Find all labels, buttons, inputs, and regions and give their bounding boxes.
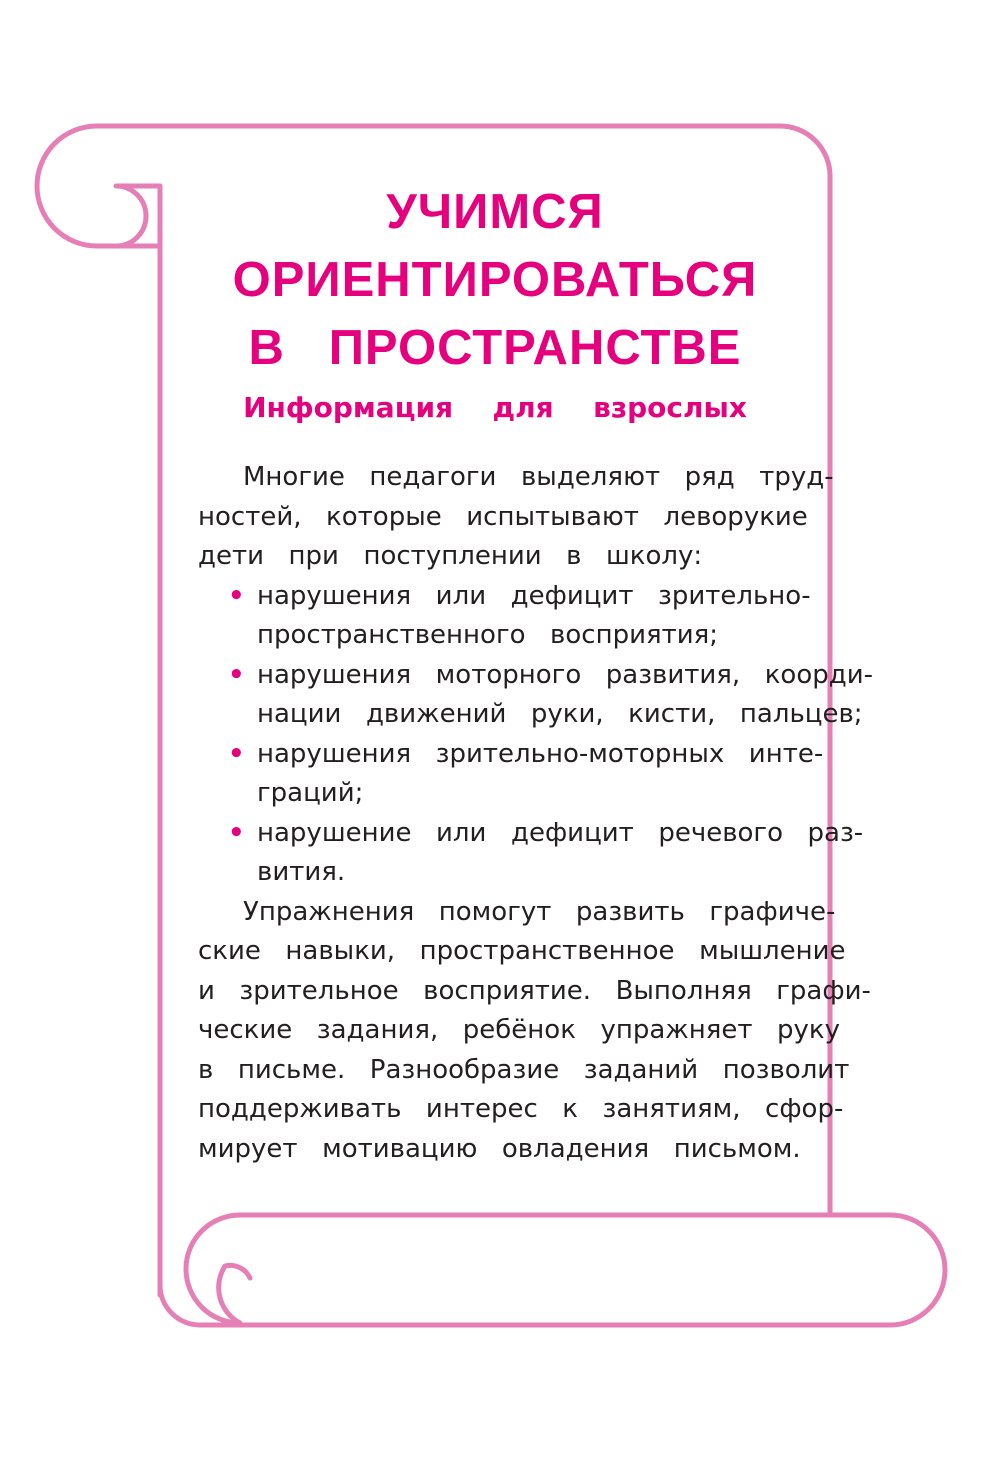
list-item-line: пространственного восприятия;	[257, 620, 719, 650]
intro-line: дети при поступлении в школу:	[198, 541, 703, 571]
list-item-line: нации движений руки, кисти, пальцев;	[257, 699, 863, 729]
list-item-line: вития.	[257, 857, 346, 887]
scroll-bottom-curl	[186, 1215, 250, 1323]
list-item	[198, 656, 873, 735]
outro-line: ческие задания, ребёнок упражняет руку	[198, 1015, 840, 1045]
bullet-icon: •	[228, 659, 245, 690]
intro-line: ностей, которые испытывают леворукие	[198, 501, 808, 532]
title-line-3: В ПРОСТРАНСТВЕ	[248, 321, 742, 375]
list-item-line: граций;	[257, 778, 364, 808]
list-item-line: нарушения моторного развития, коорди-	[257, 659, 873, 690]
list-item	[198, 735, 824, 814]
title-line-2: ОРИЕНТИРОВАТЬСЯ	[232, 253, 758, 307]
list-item-line: нарушения зрительно-моторных инте-	[257, 738, 824, 769]
scroll-top-roll	[37, 126, 160, 246]
bullet-icon: •	[228, 817, 245, 848]
intro-paragraph	[198, 458, 834, 577]
bullet-icon: •	[228, 580, 245, 611]
title-line-1: УЧИМСЯ	[386, 185, 604, 239]
list-item-line: нарушения или дефицит зрительно-	[257, 580, 811, 611]
list-item	[198, 814, 864, 893]
outro-line: Упражнения помогут развить графиче-	[243, 896, 836, 927]
outro-paragraph	[198, 893, 871, 1170]
difficulties-list	[198, 577, 873, 893]
outro-line: в письме. Разнообразие заданий позволит	[198, 1054, 850, 1085]
outro-line: и зрительное восприятие. Выполняя графи-	[198, 975, 871, 1006]
list-item	[198, 577, 811, 656]
body-text	[198, 458, 873, 1169]
scroll-bottom-roll	[225, 1215, 945, 1325]
page-title	[160, 178, 830, 382]
outro-line: ские навыки, пространственное мышление	[198, 936, 846, 966]
intro-line: Многие педагоги выделяют ряд труд-	[243, 462, 834, 492]
bullet-icon: •	[228, 738, 245, 769]
outro-line: поддерживать интерес к занятиям, сфор-	[198, 1094, 844, 1124]
outro-line: мирует мотивацию овладения письмом.	[198, 1133, 801, 1164]
page-subtitle: Информация для взрослых	[243, 391, 747, 424]
list-item-line: нарушение или дефицит речевого раз-	[257, 817, 864, 848]
